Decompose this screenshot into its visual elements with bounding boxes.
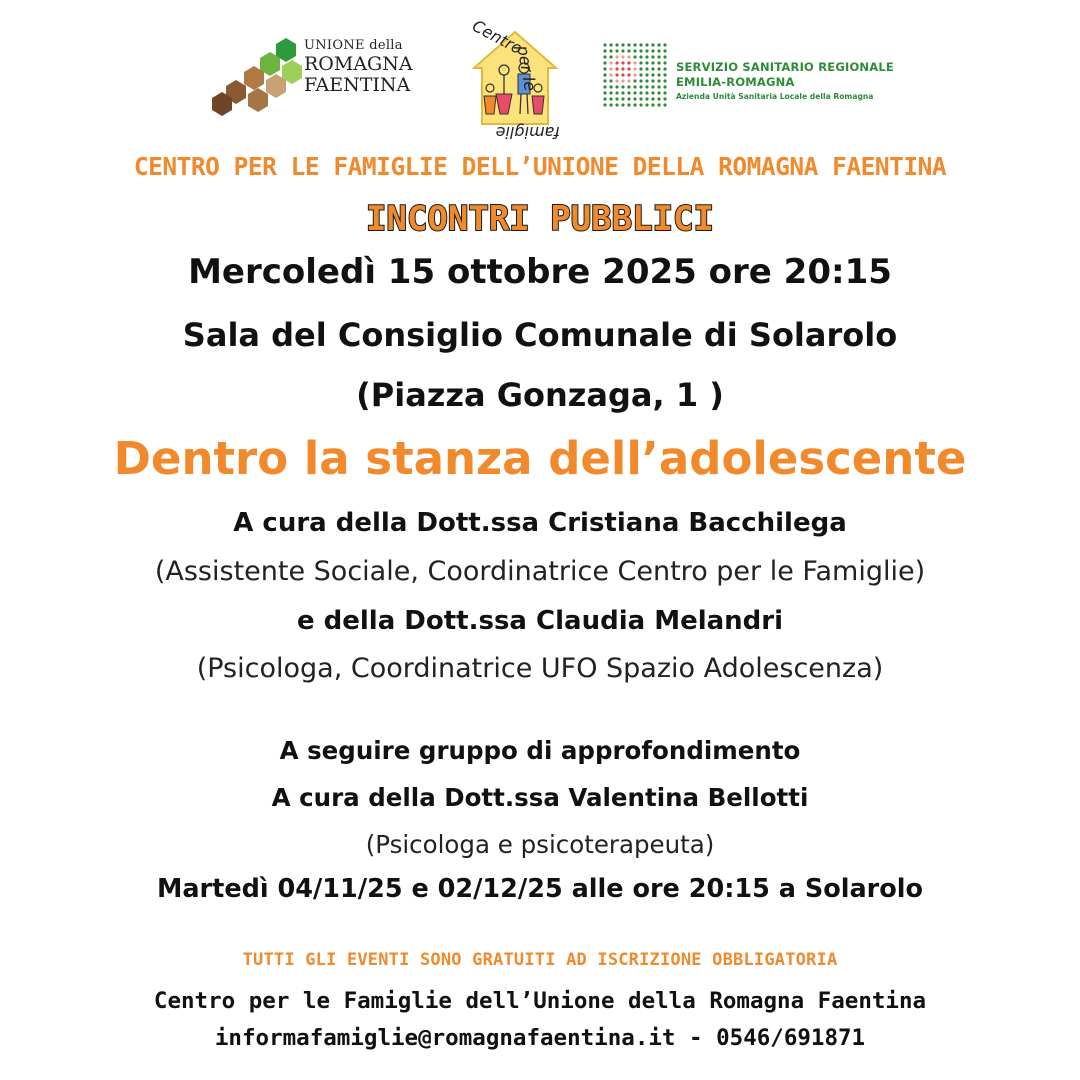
logo-ssr-line2: EMILIA-ROMAGNA — [676, 75, 795, 89]
event-date-time: Mercoledì 15 ottobre 2025 ore 20:15 — [188, 252, 892, 292]
speaker2-role: (Psicologa, Coordinatrice UFO Spazio Adolescenza) — [196, 653, 884, 684]
speaker2-name: e della Dott.ssa Claudia Melandri — [296, 606, 784, 636]
event-type-banner — [0, 198, 1080, 240]
hexagon-cluster-icon — [208, 30, 304, 120]
followup-heading: A seguire gruppo di approfondimento — [279, 736, 801, 765]
logo-ssr-line1: SERVIZIO SANITARIO REGIONALE — [676, 60, 894, 74]
logo-centro-text-top: Centro — [469, 16, 526, 59]
organization-heading: CENTRO PER LE FAMIGLIE DELL’UNIONE DELLA ROMAGNA FAENTINA — [133, 152, 947, 181]
logo-ssr-text — [676, 60, 894, 103]
speaker1-role: (Assistente Sociale, Coordinatrice Centro per le Famiglie) — [154, 556, 926, 587]
followup-speaker: A cura della Dott.ssa Valentina Bellotti — [271, 783, 809, 812]
followup-speaker-role: (Psicologa e psicoterapeuta) — [365, 830, 715, 859]
logo-centro-text-side: per le — [513, 44, 540, 93]
logo-servizio-sanitario-regionale — [602, 42, 902, 112]
event-address: (Piazza Gonzaga, 1 ) — [356, 376, 724, 414]
contact-email-phone[interactable]: informafamiglie@romagnafaentina.it - 0546/691871 — [214, 1025, 866, 1051]
followup-dates: Martedì 04/11/25 e 02/12/25 alle ore 20:15 a Solarolo — [156, 874, 924, 904]
logo-centro-per-le-famiglie — [468, 14, 588, 144]
dot-grid-icon — [602, 42, 668, 108]
logo-ssr-line3: Azienda Unità Sanitaria Locale della Romagna — [676, 92, 874, 101]
event-type-heading: INCONTRI PUBBLICI — [366, 199, 714, 239]
logo-unione-line1: UNIONE della — [304, 38, 403, 53]
logo-unione-line2: ROMAGNA — [304, 53, 413, 75]
event-title: Dentro la stanza dell’adolescente — [113, 432, 967, 485]
logo-unione-romagna-faentina — [208, 30, 430, 120]
registration-note: TUTTI GLI EVENTI SONO GRATUITI AD ISCRIZIONE OBBLIGATORIA — [242, 950, 838, 970]
speaker1-name: A cura della Dott.ssa Cristiana Bacchilega — [233, 508, 847, 538]
contact-name: Centro per le Famiglie dell’Unione della Romagna Faentina — [153, 988, 927, 1014]
logo-unione-line3: FAENTINA — [304, 74, 411, 96]
logo-unione-text — [304, 38, 413, 96]
logo-centro-text-bottom: famiglie — [495, 123, 560, 142]
event-venue: Sala del Consiglio Comunale di Solarolo — [182, 316, 898, 354]
